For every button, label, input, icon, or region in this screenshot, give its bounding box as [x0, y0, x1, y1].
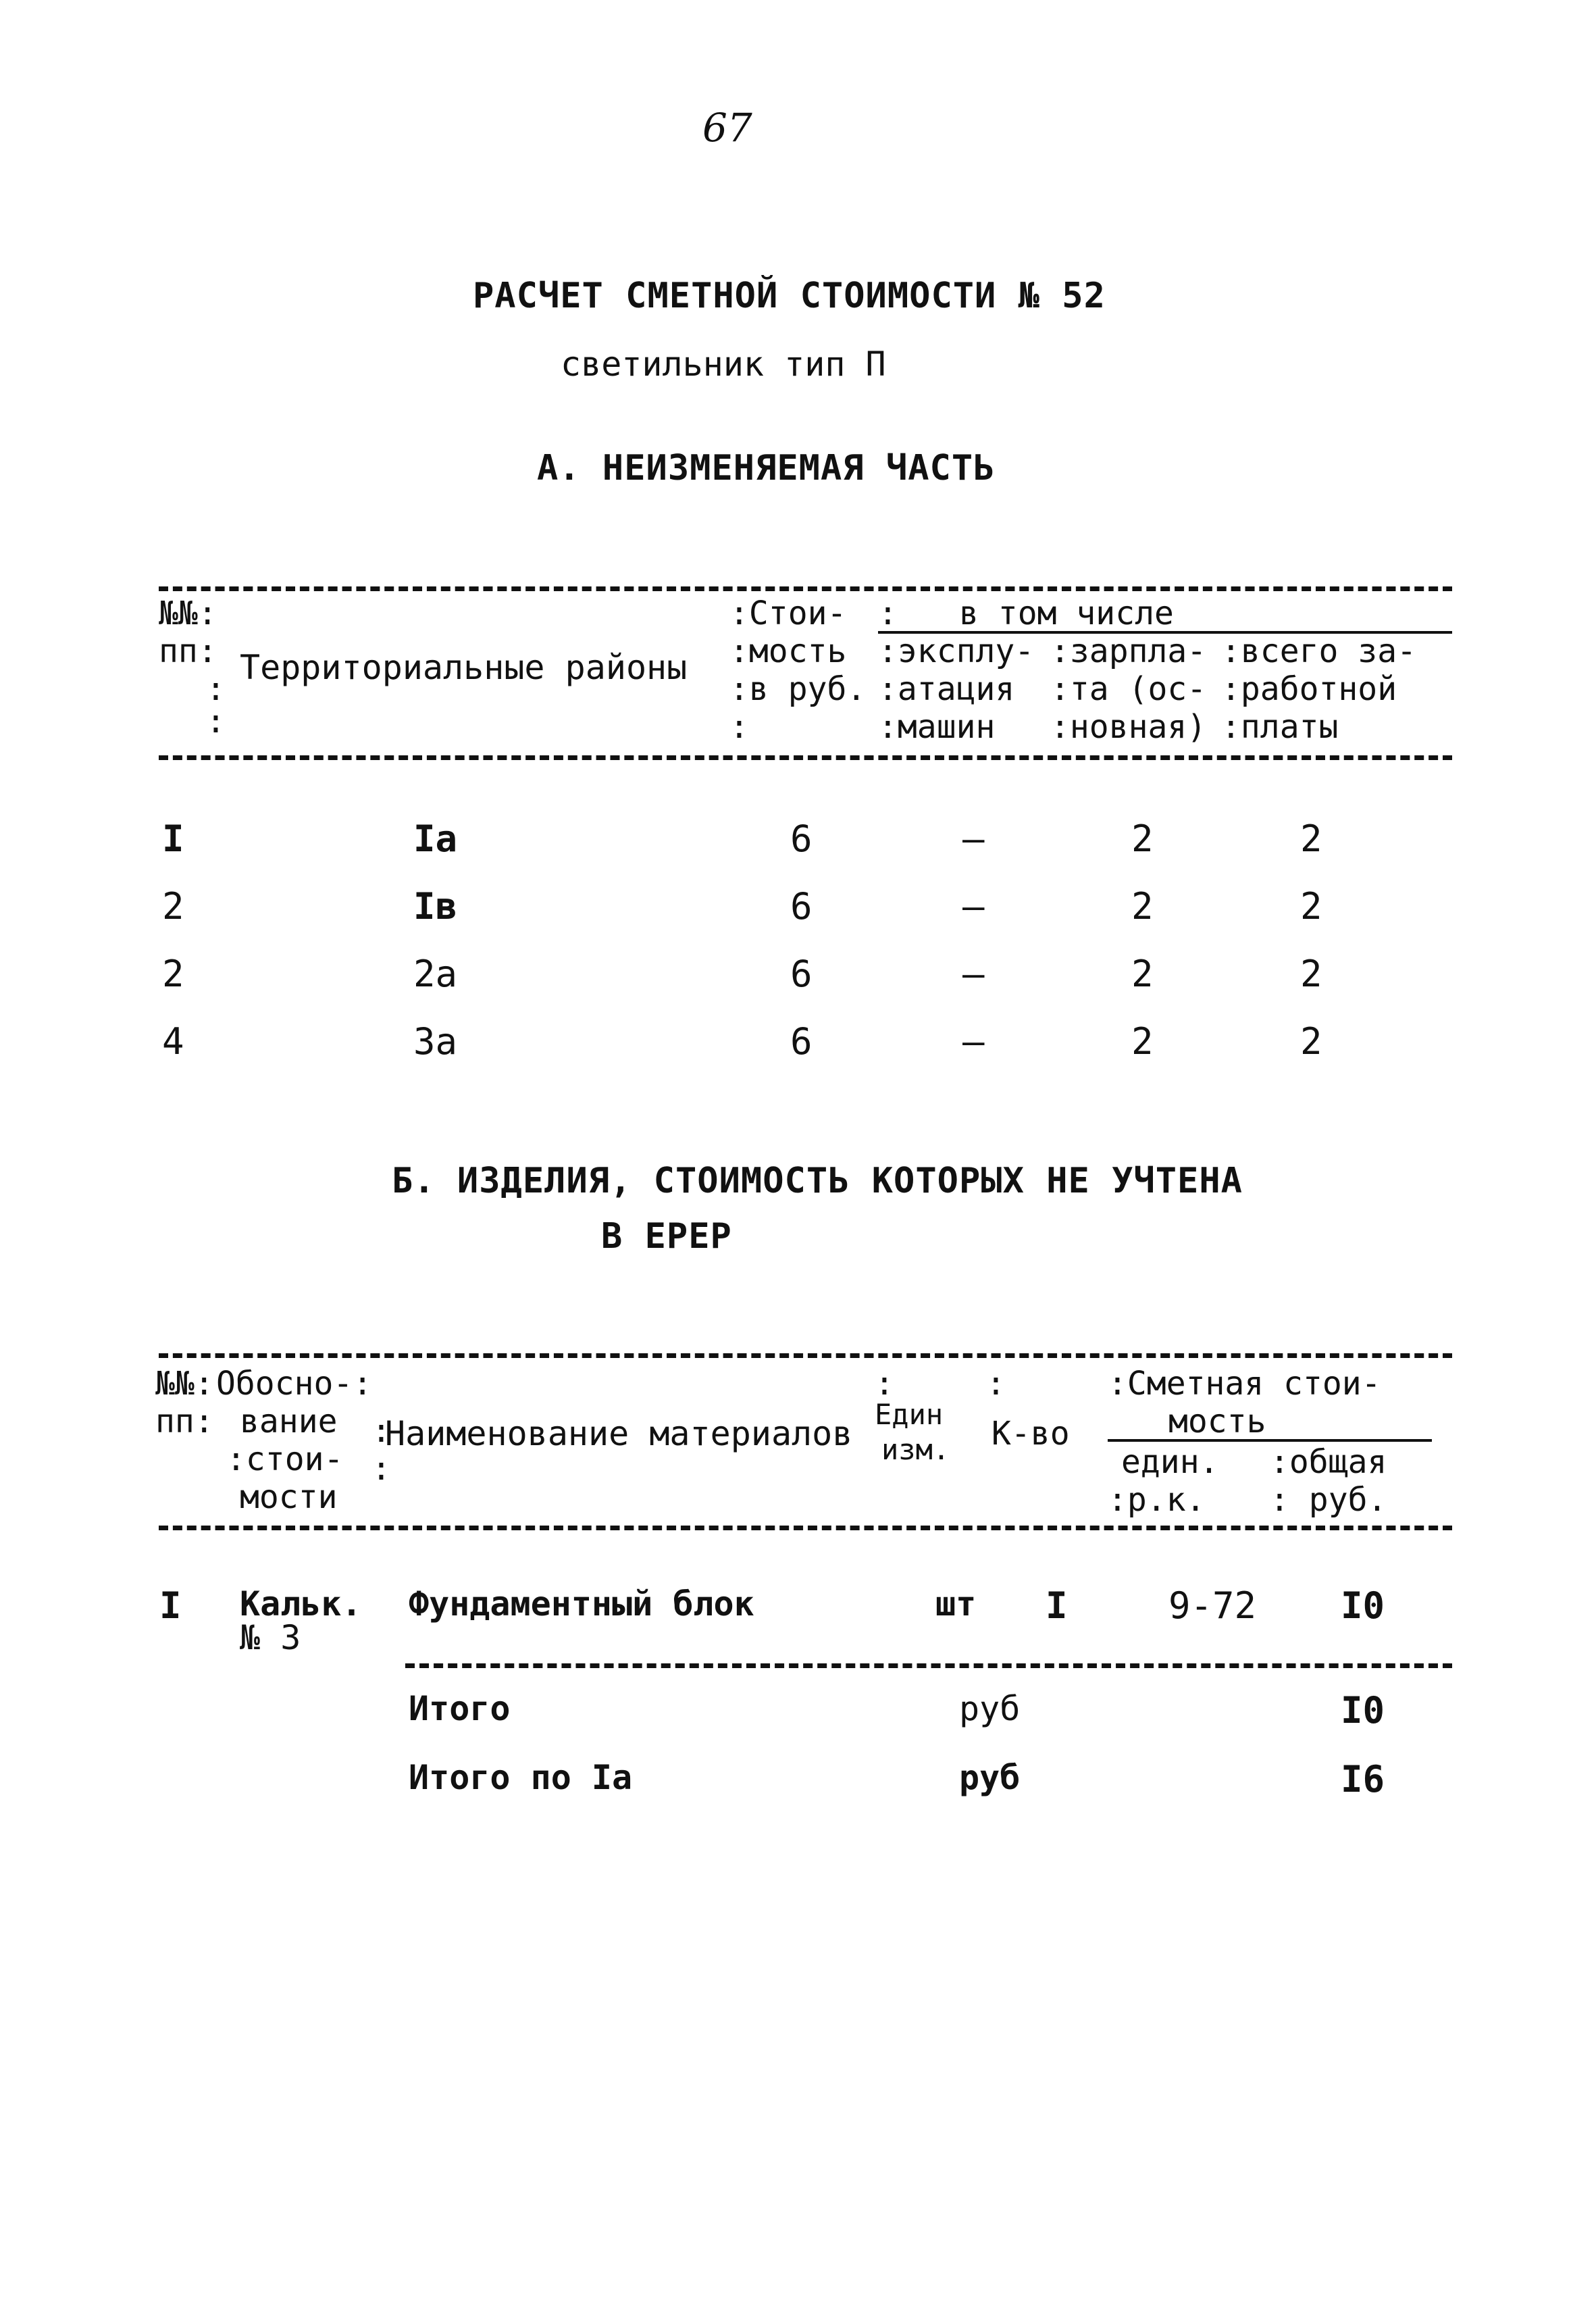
row-basis-l2: № 3: [240, 1618, 301, 1657]
header-wage-l3: :новная): [1050, 708, 1207, 746]
row-num: I: [162, 818, 184, 860]
row-machines: –: [962, 1020, 985, 1063]
row-wage: 2: [1131, 818, 1154, 860]
total-unit: руб: [959, 1689, 1021, 1728]
header-unit-l2: изм.: [881, 1433, 950, 1466]
header-region: Территориальные районы: [240, 648, 688, 687]
header-estimate-l2: мость: [1168, 1403, 1266, 1440]
header-machines-l2: :атация: [878, 670, 1015, 708]
row-cost: 6: [790, 885, 813, 928]
row-wage: 2: [1131, 953, 1154, 995]
header-incl-colon: :: [878, 595, 898, 632]
row-unit: шт: [935, 1584, 977, 1624]
section-b-heading-line2: В ЕРЕР: [601, 1216, 732, 1257]
header-machines-l1: :эксплу-: [878, 632, 1035, 670]
header-basis-l4: мости: [240, 1478, 338, 1516]
document-subtitle: светильник тип П: [561, 345, 886, 384]
header-unit-colon: :: [875, 1365, 894, 1403]
total-value: I0: [1341, 1689, 1385, 1732]
section-a-heading: А. НЕИЗМЕНЯЕМАЯ ЧАСТЬ: [537, 448, 996, 488]
header-including: в том числе: [959, 595, 1174, 632]
header-total-l1: :общая: [1270, 1443, 1387, 1481]
header-total-l2: : руб.: [1270, 1481, 1387, 1519]
row-total-wage: 2: [1300, 953, 1322, 995]
row-material-name: Фундаментный блок: [409, 1584, 754, 1624]
row-wage: 2: [1131, 1020, 1154, 1063]
header-unit-price-l2: :р.к.: [1108, 1481, 1206, 1519]
row-cost: 6: [790, 818, 813, 860]
header-num-l1: №№:: [159, 595, 217, 632]
header-estimate-l1: :Сметная стои-: [1108, 1365, 1381, 1403]
row-total: I0: [1341, 1584, 1385, 1627]
row-basis-l1: Кальк.: [240, 1584, 362, 1624]
header-cost-l1: :Стои-: [729, 595, 847, 632]
header-total-wage-l3: :платы: [1221, 708, 1339, 746]
header-unit-l1: Един: [875, 1398, 944, 1431]
total-label: Итого: [409, 1689, 511, 1728]
document-title: РАСЧЕТ СМЕТНОЙ СТОИМОСТИ № 52: [473, 276, 1106, 316]
header-cost-dots: :: [729, 708, 749, 746]
header-basis-l2: вание: [240, 1403, 338, 1440]
total-label: Итого по Iа: [409, 1758, 633, 1797]
row-cost: 6: [790, 953, 813, 995]
header-num-l1: №№:: [155, 1365, 214, 1403]
total-value: I6: [1341, 1758, 1385, 1801]
header-basis-colon: :: [371, 1412, 391, 1450]
header-estimate-rule: [1108, 1439, 1432, 1442]
header-wage-l1: :зарпла-: [1050, 632, 1207, 670]
table-top-rule: [159, 586, 1452, 591]
header-num-l2: пп:: [155, 1403, 214, 1440]
header-basis-colon2: :: [371, 1450, 391, 1488]
row-qty: I: [1046, 1584, 1068, 1627]
row-num: 2: [162, 953, 184, 995]
header-wage-l2: :та (ос-: [1050, 670, 1207, 708]
header-qty-colon: :: [986, 1365, 1006, 1403]
row-total-wage: 2: [1300, 818, 1322, 860]
header-basis-l3: :стои-: [226, 1440, 344, 1478]
table-header-rule: [159, 1526, 1452, 1530]
header-num-dots2: :: [206, 703, 226, 740]
header-material-name: Наименование материалов: [385, 1414, 853, 1453]
row-cost: 6: [790, 1020, 813, 1063]
row-num: 4: [162, 1020, 184, 1063]
row-machines: –: [962, 885, 985, 928]
row-region: Iа: [413, 818, 458, 860]
row-region: Iв: [413, 885, 458, 928]
total-unit: руб: [959, 1758, 1021, 1797]
table-header-rule: [159, 755, 1452, 760]
header-qty: К-во: [992, 1415, 1070, 1453]
row-machines: –: [962, 818, 985, 860]
row-region: 2а: [413, 953, 458, 995]
row-num: I: [159, 1584, 182, 1627]
header-cost-l3: :в руб.: [729, 670, 867, 708]
table-top-rule: [159, 1353, 1452, 1358]
header-unit-price-l1: един.: [1121, 1443, 1219, 1481]
row-region: 3а: [413, 1020, 458, 1063]
section-b-heading: Б. ИЗДЕЛИЯ, СТОИМОСТЬ КОТОРЫХ НЕ УЧТЕНА: [392, 1161, 1243, 1201]
row-total-wage: 2: [1300, 885, 1322, 928]
header-total-wage-l2: :работной: [1221, 670, 1397, 708]
header-total-wage-l1: :всего за-: [1221, 632, 1416, 670]
row-unit-price: 9-72: [1168, 1584, 1257, 1627]
header-cost-l2: :мость: [729, 632, 847, 670]
row-rule: [405, 1663, 1452, 1668]
row-num: 2: [162, 885, 184, 928]
row-machines: –: [962, 953, 985, 995]
page-number: 67: [702, 105, 752, 151]
header-basis-l1: Обосно-:: [216, 1365, 373, 1403]
header-num-dots: :: [206, 670, 226, 708]
row-total-wage: 2: [1300, 1020, 1322, 1063]
header-num-l2: пп:: [159, 632, 217, 670]
header-machines-l3: :машин: [878, 708, 996, 746]
row-wage: 2: [1131, 885, 1154, 928]
